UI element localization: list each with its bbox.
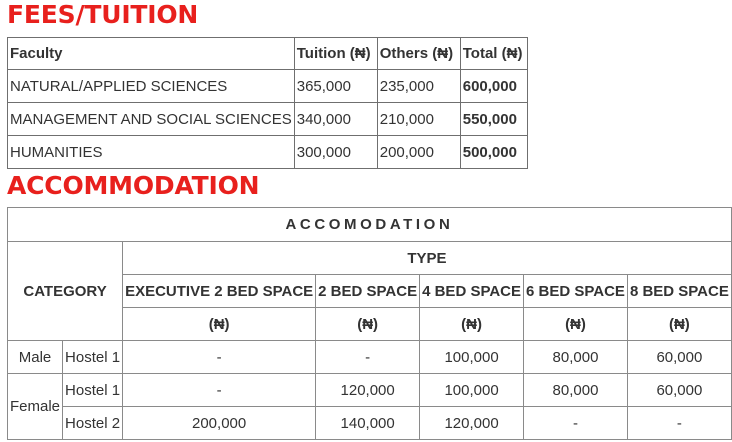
- price-cell: 120,000: [316, 374, 420, 407]
- price-cell: 140,000: [316, 407, 420, 440]
- price-cell: 80,000: [524, 374, 628, 407]
- price-cell: 60,000: [627, 374, 731, 407]
- price-cell: -: [123, 341, 316, 374]
- type-row: [8, 242, 732, 275]
- price-cell: -: [627, 407, 731, 440]
- table-row: [8, 374, 732, 407]
- accommodation-table-title: ACCOMODATION: [8, 208, 732, 242]
- 2-bed-space-header: 2 BED SPACE: [316, 275, 420, 308]
- fees-header-row: [8, 38, 528, 70]
- total-cell: 550,000: [460, 103, 527, 136]
- 4-bed-space-header: 4 BED SPACE: [420, 275, 524, 308]
- female-category-cell: Female: [8, 374, 63, 440]
- currency-cell: (₦): [123, 308, 316, 341]
- tuition-header: Tuition (₦): [294, 38, 377, 70]
- tuition-cell: 340,000: [294, 103, 377, 136]
- 8-bed-space-header: 8 BED SPACE: [627, 275, 731, 308]
- others-cell: 210,000: [377, 103, 460, 136]
- total-cell: 500,000: [460, 136, 527, 169]
- currency-cell: (₦): [524, 308, 628, 341]
- table-row: [8, 341, 732, 374]
- category-header: CATEGORY: [8, 242, 123, 341]
- 6-bed-space-header: 6 BED SPACE: [524, 275, 628, 308]
- fees-tuition-heading: FEES/TUITION: [7, 0, 199, 29]
- price-cell: -: [524, 407, 628, 440]
- price-cell: 200,000: [123, 407, 316, 440]
- faculty-header: Faculty: [8, 38, 295, 70]
- price-cell: 100,000: [420, 341, 524, 374]
- hostel-cell: Hostel 1: [63, 374, 123, 407]
- table-row: [8, 407, 732, 440]
- faculty-cell: HUMANITIES: [8, 136, 295, 169]
- type-header: TYPE: [123, 242, 732, 275]
- currency-cell: (₦): [420, 308, 524, 341]
- table-row: [8, 103, 528, 136]
- price-cell: -: [316, 341, 420, 374]
- accommodation-heading: ACCOMMODATION: [7, 171, 260, 200]
- price-cell: 120,000: [420, 407, 524, 440]
- male-category-cell: Male: [8, 341, 63, 374]
- total-cell: 600,000: [460, 70, 527, 103]
- executive-2-bed-space-header: EXECUTIVE 2 BED SPACE: [123, 275, 316, 308]
- hostel-cell: Hostel 1: [63, 341, 123, 374]
- fees-table: [7, 37, 528, 169]
- faculty-cell: MANAGEMENT AND SOCIAL SCIENCES: [8, 103, 295, 136]
- accommodation-title-row: [8, 208, 732, 242]
- faculty-cell: NATURAL/APPLIED SCIENCES: [8, 70, 295, 103]
- total-header: Total (₦): [460, 38, 527, 70]
- table-row: [8, 70, 528, 103]
- price-cell: 60,000: [627, 341, 731, 374]
- currency-cell: (₦): [627, 308, 731, 341]
- tuition-cell: 365,000: [294, 70, 377, 103]
- price-cell: 100,000: [420, 374, 524, 407]
- hostel-cell: Hostel 2: [63, 407, 123, 440]
- price-cell: -: [123, 374, 316, 407]
- others-cell: 200,000: [377, 136, 460, 169]
- others-cell: 235,000: [377, 70, 460, 103]
- table-row: [8, 136, 528, 169]
- currency-cell: (₦): [316, 308, 420, 341]
- others-header: Others (₦): [377, 38, 460, 70]
- accommodation-table: [7, 207, 732, 440]
- tuition-cell: 300,000: [294, 136, 377, 169]
- price-cell: 80,000: [524, 341, 628, 374]
